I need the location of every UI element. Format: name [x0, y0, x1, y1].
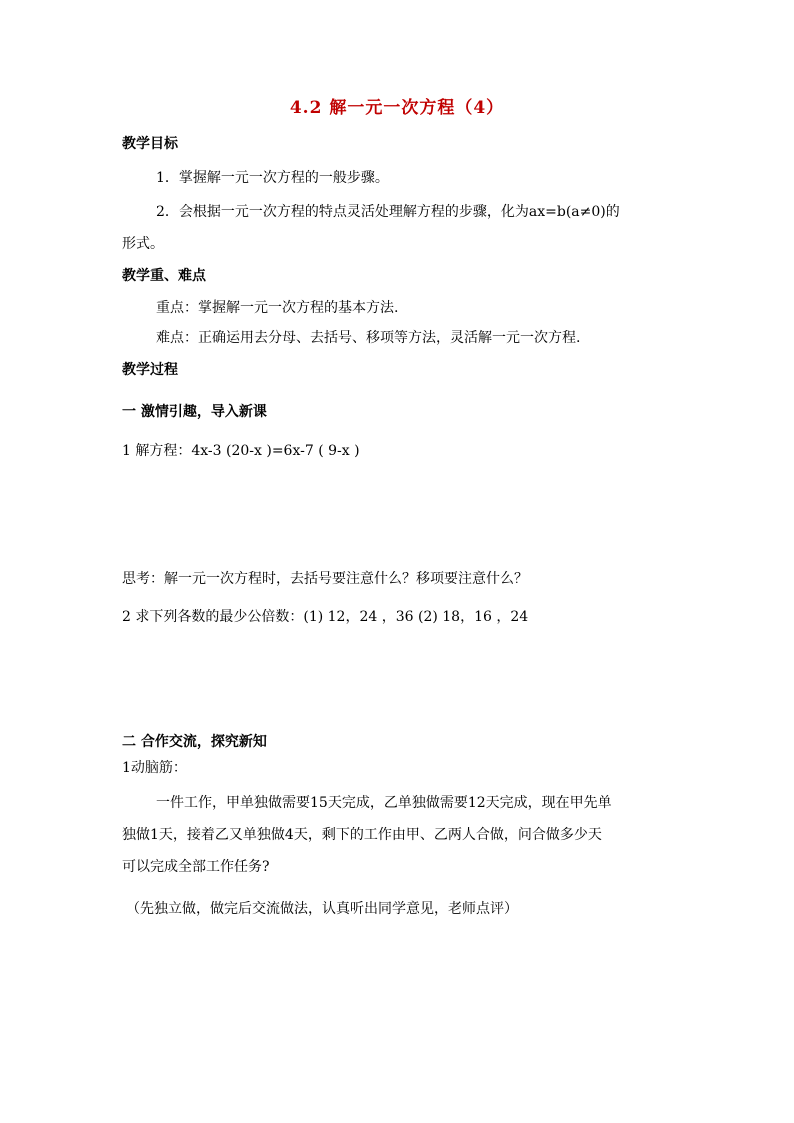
think-question: 思考：解一元一次方程时，去括号要注意什么？移项要注意什么？ — [122, 571, 528, 587]
objectives-heading: 教学目标 — [122, 136, 178, 152]
problem-line-3: 可以完成全部工作任务? — [122, 859, 270, 875]
problem-line-1: 一件工作，甲单独做需要15天完成，乙单独做需要12天完成，现在甲先单 — [156, 795, 612, 811]
objective-item-2: 2．会根据一元一次方程的特点灵活处理解方程的步骤，化为ax=b(a≠0)的 — [156, 204, 620, 220]
objective-item-2-continued: 形式。 — [122, 236, 164, 252]
process-heading: 教学过程 — [122, 362, 178, 378]
activity-note: （先独立做，做完后交流做法，认真听出同学意见，老师点评） — [126, 901, 518, 917]
page-title: 4.2 解一元一次方程（4） — [289, 98, 505, 118]
question-2: 2 求下列各数的最少公倍数：(1) 12，24 ，36 (2) 18，16 ，24 — [122, 609, 529, 625]
focus-point: 重点：掌握解一元一次方程的基本方法. — [156, 300, 399, 316]
question-1: 1 解方程：4x-3 (20-x )=6x-7 ( 9-x ) — [122, 443, 360, 459]
part2-subheading: 1动脑筋： — [122, 760, 187, 776]
keypoints-heading: 教学重、难点 — [122, 268, 206, 284]
problem-line-2: 独做1天，接着乙又单独做4天，剩下的工作由甲、乙两人合做，问合做多少天 — [122, 827, 602, 843]
part1-heading: 一 激情引趣，导入新课 — [122, 404, 267, 420]
part2-heading: 二 合作交流，探究新知 — [122, 734, 267, 750]
difficulty-point: 难点：正确运用去分母、去括号、移项等方法，灵活解一元一次方程. — [156, 330, 581, 346]
objective-item-1: 1．掌握解一元一次方程的一般步骤。 — [156, 170, 389, 186]
